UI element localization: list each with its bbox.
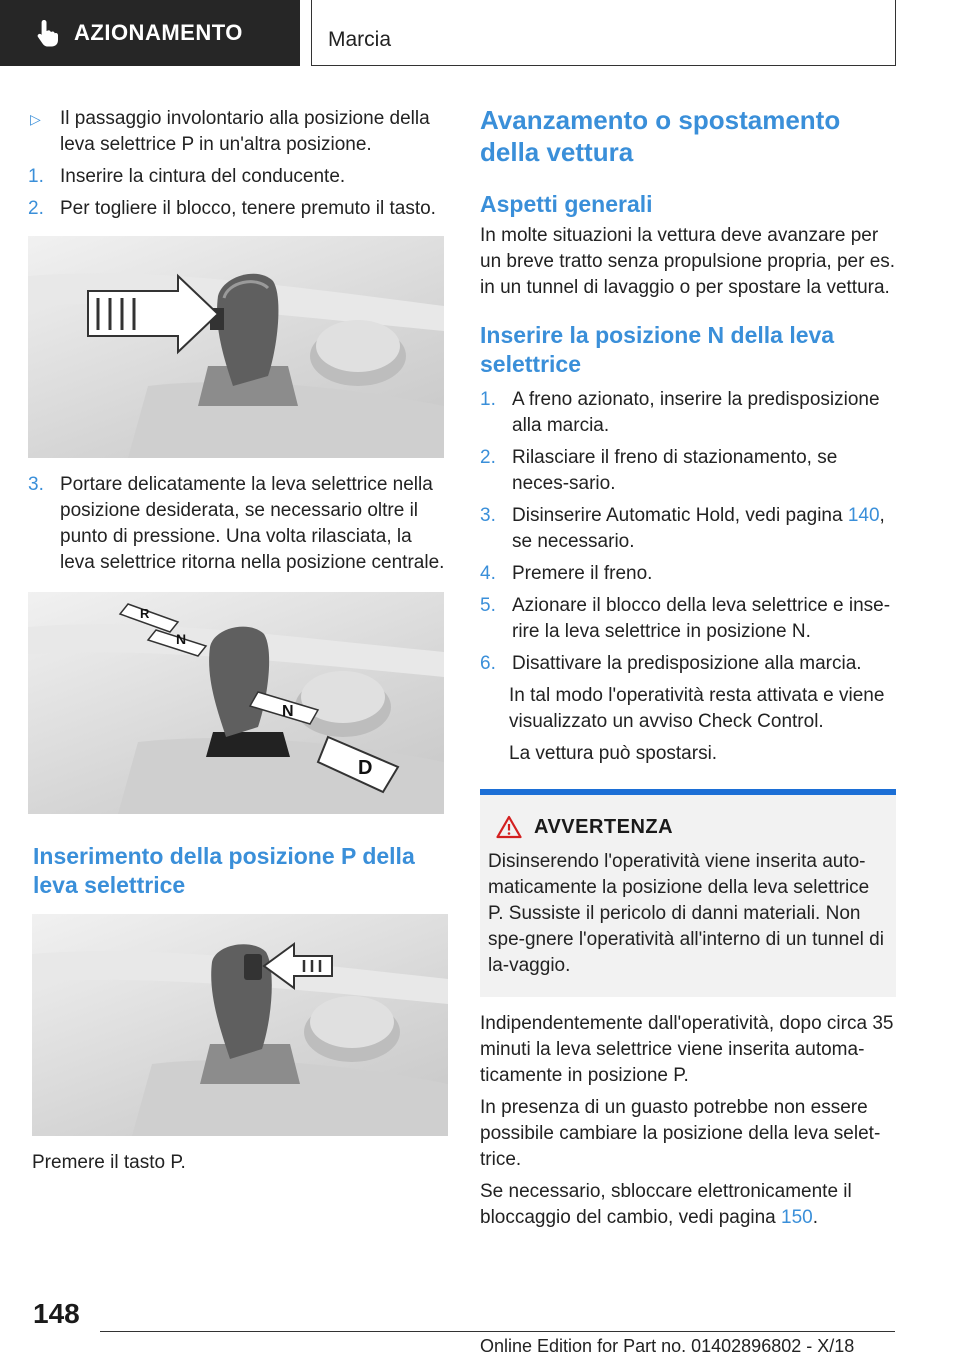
step-number: 2.: [28, 198, 44, 219]
step-text: Rilasciare il freno di stazionamento, se neces-sario.: [512, 447, 838, 494]
step-number: 1.: [480, 389, 496, 410]
gear-selector-photo-positions: [28, 592, 444, 814]
right-step-3: [480, 503, 896, 555]
right-step-5: [480, 593, 896, 645]
right-main-heading: Avanzamento o spostamento della vettura: [480, 105, 841, 167]
step-number: 2.: [480, 447, 496, 468]
chapter-tab: [0, 0, 300, 66]
right-intro-text: In molte situazioni la vettura deve avanzare per un breve tratto senza propulsione propria, per es. in un tunnel di lavaggio o per spostare la vettura.: [480, 225, 896, 298]
step-text: Premere il freno.: [512, 563, 653, 584]
step-text: Azionare il blocco della leva selettrice e inse-rire la leva selettrice in posizione N.: [512, 595, 891, 642]
right-subheading-general: Aspetti generali: [480, 191, 653, 217]
step-number: 5.: [480, 595, 496, 616]
right-paragraph-1: Indipendentemente dall'operatività, dopo circa 35 minuti la leva selettrice viene inserita automa-ticamente in posizione P.: [480, 1013, 894, 1086]
step-number: 3.: [480, 505, 496, 526]
section-title: Marcia: [328, 28, 392, 51]
chapter-title: AZIONAMENTO: [74, 20, 243, 45]
step-text: Inserire la cintura del conducente.: [60, 166, 346, 187]
gear-selector-photo-p-button: [32, 914, 448, 1136]
right-paragraph-2: In presenza di un guasto potrebbe non essere possibile cambiare la posizione della leva selet-trice.: [480, 1097, 881, 1170]
warning-header: [496, 815, 888, 839]
right-paragraph-3: [480, 1179, 896, 1231]
section-header: [311, 0, 896, 66]
hand-pointer-icon: [26, 0, 70, 66]
bullet-item: [28, 106, 446, 158]
step-text: [512, 503, 896, 555]
step-text-before: Disinserire Automatic Hold, vedi pagina: [512, 505, 848, 526]
left-section-heading: Inserimento della posizione P della leva selettrice: [33, 843, 415, 898]
label-n-top: N: [176, 631, 187, 647]
step-6-detail-1: In tal modo l'operatività resta attivata e viene visualizzato un avviso Check Control.: [509, 685, 885, 732]
warning-box: [480, 789, 896, 997]
gear-selector-photo-unlock: [28, 236, 444, 458]
right-subheading-position-n: Inserire la posizione N della leva selettrice: [480, 322, 835, 377]
warning-title: AVVERTENZA: [534, 815, 674, 838]
label-n-bottom: N: [282, 703, 294, 720]
step-number: 6.: [480, 653, 496, 674]
paragraph-3-text: Se necessario, sbloccare elettronicamente il bloccaggio del cambio, vedi pagina: [480, 1181, 852, 1228]
triangle-bullet-icon: ▷: [30, 111, 41, 127]
bullet-item-text: Il passaggio involontario alla posizione della leva selettrice P in un'altra posizione.: [60, 108, 430, 155]
right-column: [480, 100, 896, 1231]
step-6-detail-2: La vettura può spostarsi.: [509, 743, 718, 764]
step-number: 4.: [480, 563, 496, 584]
step-text: A freno azionato, inserire la predisposizione alla marcia.: [512, 389, 880, 436]
right-step-6: [480, 651, 896, 677]
step-3: [28, 472, 446, 576]
page-number: 148: [33, 1298, 80, 1329]
page-link-140[interactable]: 140: [847, 505, 880, 526]
label-d: D: [358, 757, 373, 779]
right-step-1: [480, 387, 896, 439]
step-text: Portare delicatamente la leva selettrice nella posizione desiderata, se necessario oltre il punto di pressione. Una volta rilasciata, la leva selettrice ritorna nella posizione centrale.: [60, 474, 445, 573]
right-steps-list: [480, 387, 896, 767]
step-1: [28, 164, 446, 190]
page-link-150[interactable]: 150: [781, 1207, 813, 1228]
label-r: R: [140, 606, 150, 621]
step-text-after: , se necessario.: [512, 505, 885, 552]
right-step-4: [480, 561, 896, 587]
footer-edition: Online Edition for Part no. 01402896802 - X/18: [480, 1336, 855, 1356]
warning-text: Disinserendo l'operatività viene inserita auto-maticamente la posizione della leva selettrice P. Sussiste il pericolo di danni materiali. Non spe-gnere l'operatività all'interno di un tunnel di la-vaggio.: [488, 851, 884, 976]
step-2: [28, 196, 446, 222]
step-number: 3.: [28, 474, 44, 495]
step-number: 1.: [28, 166, 44, 187]
left-column: [28, 100, 446, 1176]
footer-divider: [100, 1331, 895, 1332]
right-step-2: [480, 445, 896, 497]
paragraph-3-end: .: [812, 1207, 819, 1228]
step-text: Disattivare la predisposizione alla marcia.: [512, 653, 862, 674]
left-closing-text: Premere il tasto P.: [32, 1152, 186, 1173]
warning-triangle-icon: [496, 815, 522, 839]
step-text: Per togliere il blocco, tenere premuto il tasto.: [60, 198, 436, 219]
